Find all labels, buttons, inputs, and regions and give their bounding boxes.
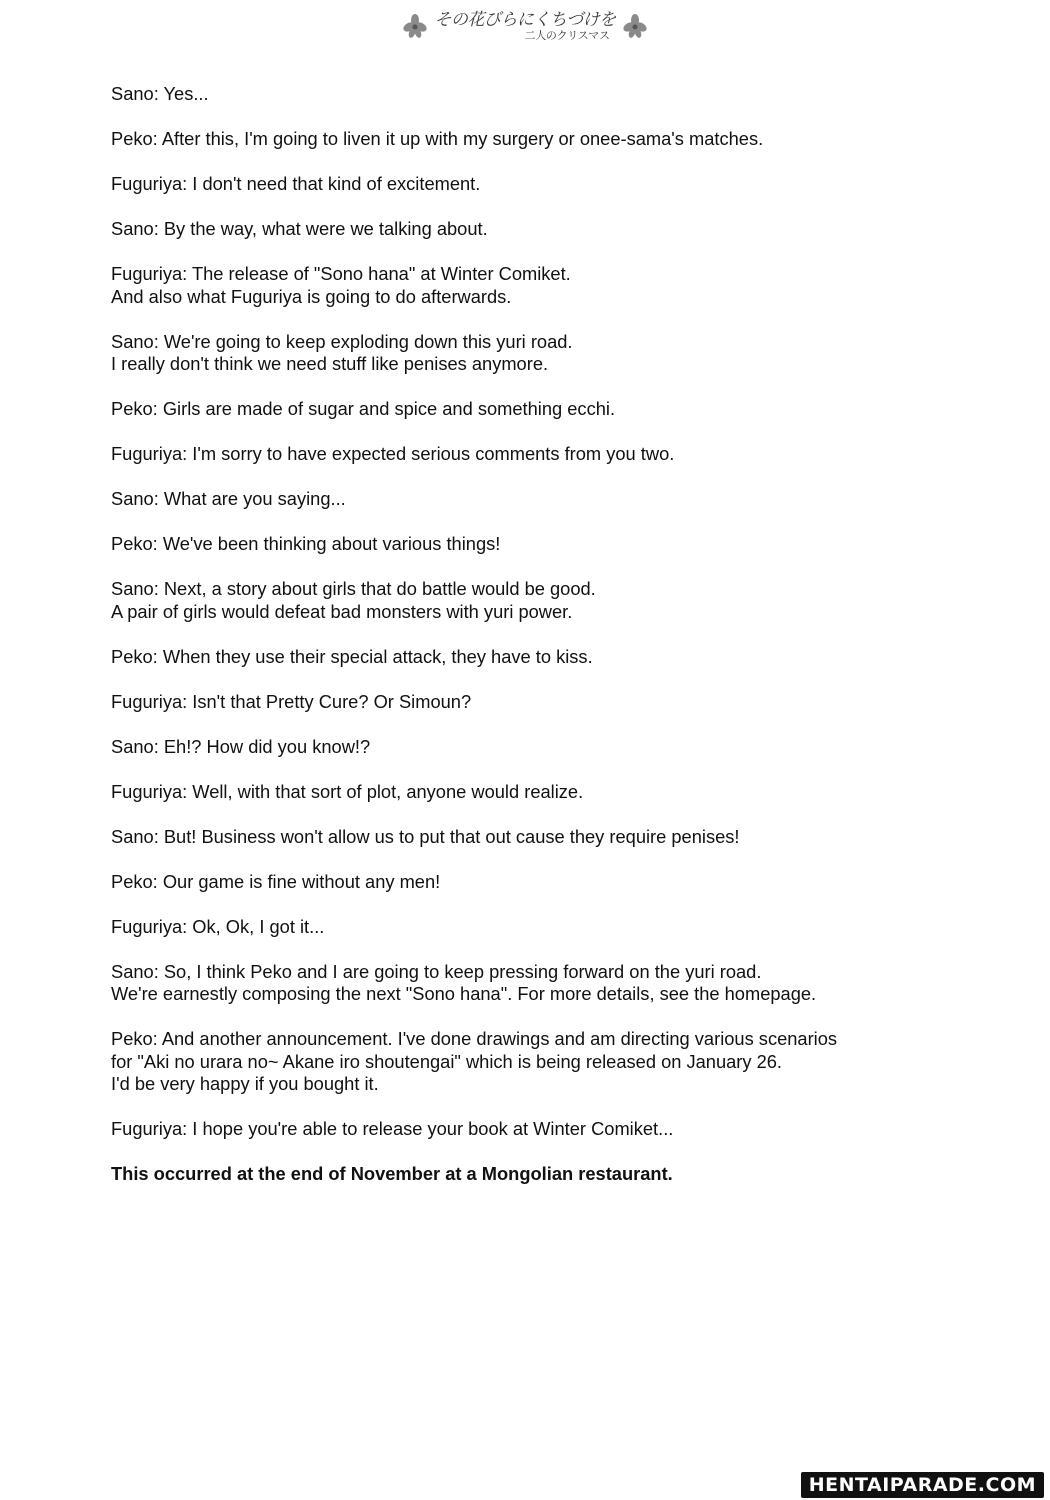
dialogue-paragraph: Sano: We're going to keep exploding down this yuri road. I really don't think we need stuff like penises anymore.: [111, 330, 573, 374]
dialogue-paragraph: Sano: Eh!? How did you know!?: [111, 735, 371, 757]
dialogue-paragraph: Sano: Next, a story about girls that do battle would be good. A pair of girls would defeat bad monsters with yuri power.: [111, 578, 596, 622]
dialogue-paragraph: Fuguriya: I hope you're able to release your book at Winter Comiket...: [111, 1118, 674, 1139]
dialogue-paragraph: Fuguriya: Ok, Ok, I got it...: [111, 915, 325, 937]
dialogue-paragraph: Sano: By the way, what were we talking about.: [111, 218, 488, 239]
header-title-group: [402, 9, 647, 42]
dialogue-text: [111, 83, 911, 1208]
dialogue-paragraph: Sano: What are you saying...: [111, 488, 346, 509]
flower-icon: [402, 13, 428, 39]
dialogue-paragraph: Sano: So, I think Peko and I are going to keep pressing forward on the yuri road. We're earnestly composing the next "Sono hana". For more details, see the homepage.: [111, 960, 817, 1004]
header-title: その花びらにくちづけを: [434, 9, 616, 30]
dialogue-paragraph: Peko: Girls are made of sugar and spice and something ecchi.: [111, 398, 616, 419]
dialogue-paragraph: Fuguriya: I'm sorry to have expected serious comments from you two.: [111, 443, 675, 464]
dialogue-paragraph: Sano: Yes...: [111, 83, 209, 104]
header-title-block: [434, 9, 616, 42]
dialogue-paragraph: Fuguriya: I don't need that kind of excitement.: [111, 173, 481, 194]
dialogue-paragraph: Peko: Our game is fine without any men!: [111, 870, 441, 892]
header-subtitle: 二人のクリスマス: [524, 28, 610, 42]
dialogue-paragraph: Fuguriya: Well, with that sort of plot, anyone would realize.: [111, 780, 584, 802]
dialogue-paragraph: Fuguriya: Isn't that Pretty Cure? Or Simoun?: [111, 690, 472, 712]
dialogue-paragraph: Peko: And another announcement. I've done drawings and am directing various scenarios for "Aki no urara no~ Akane iro shoutengai" which is being released on January 26. I'd be very happy if you bought it.: [111, 1028, 838, 1094]
dialogue-paragraph: Fuguriya: The release of "Sono hana" at Winter Comiket. And also what Fuguriya is going to do afterwards.: [111, 263, 571, 307]
page-header: [0, 8, 1050, 44]
closing-note: This occurred at the end of November at a Mongolian restaurant.: [111, 1163, 673, 1184]
dialogue-paragraph: Peko: When they use their special attack, they have to kiss.: [111, 645, 593, 667]
dialogue-paragraph: Sano: But! Business won't allow us to put that out cause they require penises!: [111, 825, 740, 847]
dialogue-paragraph: Peko: After this, I'm going to liven it up with my surgery or onee-sama's matches.: [111, 128, 764, 149]
site-watermark: HENTAIPARADE.COM: [801, 1472, 1044, 1498]
dialogue-paragraph: Peko: We've been thinking about various things!: [111, 533, 501, 554]
flower-icon: [622, 13, 648, 39]
